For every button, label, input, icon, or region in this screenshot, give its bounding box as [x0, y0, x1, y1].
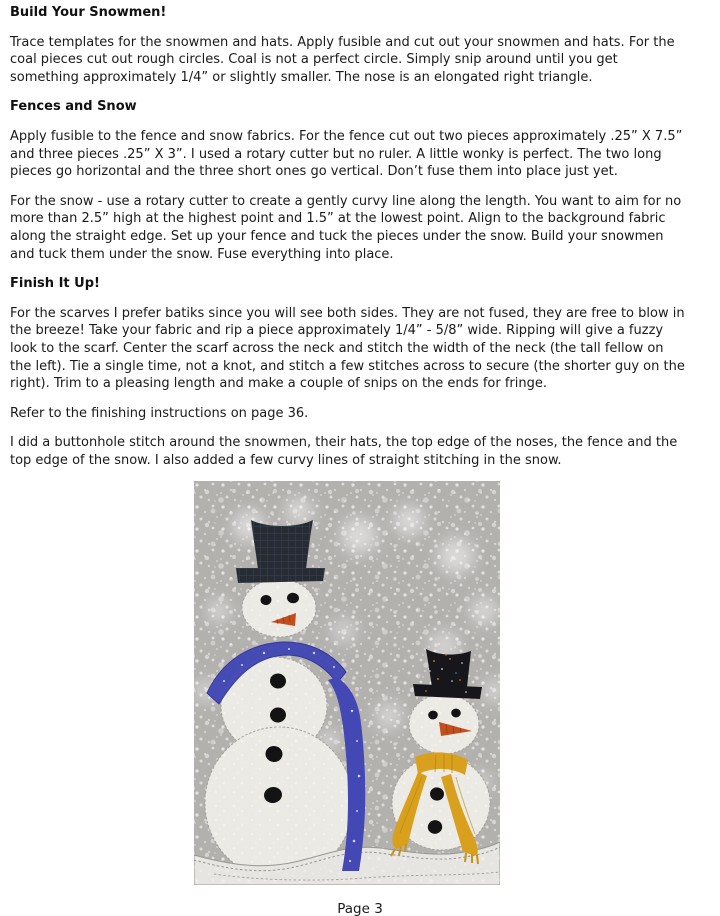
section-heading-finish: Finish It Up! — [10, 276, 100, 292]
page-number: Page 3 — [337, 901, 383, 916]
paragraph-trace-templates: Trace templates for the snowmen and hats. Apply fusible and cut out your snowmen and hats. For the coal pieces cut out rough circles. Coal is not a perfect circle. Simply snip around until you get something approximately 1/4” or slightly smaller. The nose is an elongated right triangle. — [10, 34, 675, 85]
section-heading-fences-snow: Fences and Snow — [10, 99, 137, 115]
section-heading-build: Build Your Snowmen! — [10, 5, 167, 20]
paragraph-scarves: For the scarves I prefer batiks since you will see both sides. They are not fused, they are free to blow in the breeze! Take your fabric and rip a piece approximately 1/4” - 5/8” wide. Ripping will give a fuzzy look to the scarf. Center the scarf across the neck and stitch the width of the neck (the tall fellow on the left). Tie a single time, not a knot, and stitch a few stitches across to secure (the shorter guy on the right). Trim to a pleasing length and make a couple of snips on the ends for fringe. — [10, 305, 685, 392]
snowmen-photo — [194, 481, 500, 885]
paragraph-fence-fusible: Apply fusible to the fence and snow fabrics. For the fence cut out two pieces approximately .25” X 7.5” and three pieces .25” X 3”. I used a rotary cutter but no ruler. A little wonky is perfect. The two long pieces go horizontal and the three short ones go vertical. Don’t fuse them into place just yet. — [10, 128, 683, 180]
snowmen-photo-graphic — [194, 481, 500, 885]
paragraph-buttonhole-stitch: I did a buttonhole stitch around the snowmen, their hats, the top edge of the noses, the fence and the top edge of the snow. I also added a few curvy lines of straight stitching in the snow. — [10, 435, 678, 468]
paragraph-refer-page36: Refer to the finishing instructions on page 36. — [10, 405, 309, 421]
paragraph-snow-curvy: For the snow - use a rotary cutter to create a gently curvy line along the length. You want to aim for no more than 2.5” high at the highest point and 1.5” at the lowest point. Align to the background fabric along the straight edge. Set up your fence and tuck the pieces under the snow. Build your snowmen and tuck them under the snow. Fuse everything into place. — [10, 193, 682, 262]
